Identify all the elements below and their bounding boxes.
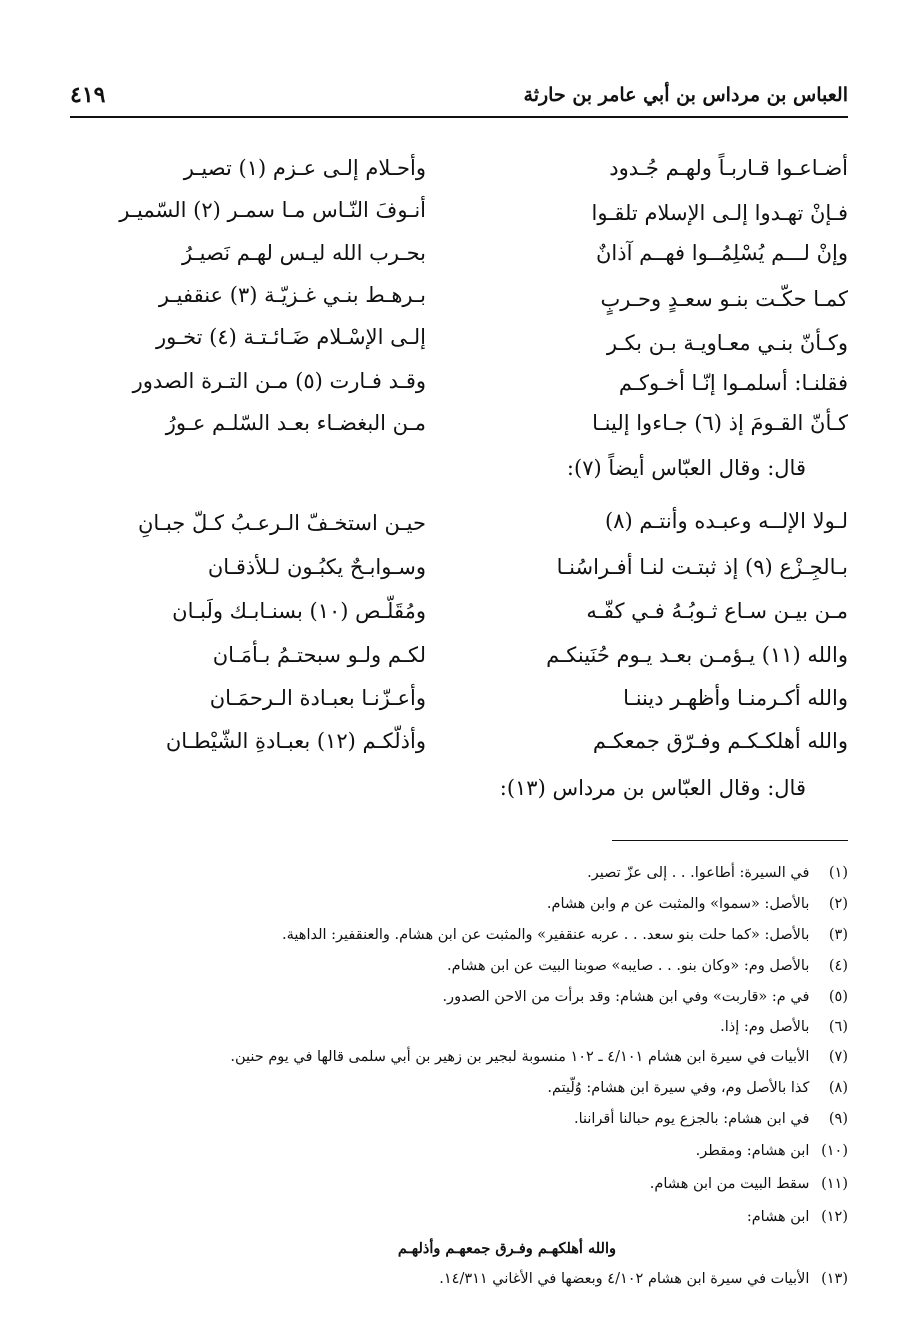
footnote — [282, 926, 848, 944]
footnote — [650, 1175, 848, 1193]
footnote — [547, 1079, 848, 1097]
footnote-text: الأبيات في سيرة ابن هشام ٤/١٠١ ـ ١٠٢ منسوبة لبجير بن زهير بن أبي سلمى قالها في يوم حنين. — [230, 1049, 810, 1065]
poem2-right-line: مـن بيـن سـاع ثـوبُـهُ فـي كفّـه — [586, 599, 848, 623]
poem1-right-line: فقلنـا: أسلمـوا إنّـا أخـوكـم — [618, 371, 848, 395]
poem1-left-line: وأحـلام إلـى عـزم (١) تصيـر — [183, 156, 426, 180]
poem2-left-line: وأذلّكـم (١٢) بعبـادةِ الشّيْطـان — [165, 729, 426, 753]
footnote — [447, 957, 848, 975]
poem2-left-line: ومُقَلّـص (١٠) بسنـابـك ولَبـان — [172, 599, 426, 623]
poem2-left-line: وأعـزّنـا بعبـادة الـرحمَـان — [209, 686, 426, 710]
poem1-right-line: كـأنّ القـومَ إذ (٦) جـاءوا إلينـا — [592, 411, 848, 435]
footnote-number: (١٣) — [821, 1271, 848, 1287]
footnote-number: (١) — [828, 865, 848, 881]
footnote-text: ابن هشام: — [746, 1209, 810, 1225]
footnote — [442, 988, 848, 1006]
footnote — [747, 1208, 848, 1226]
poem1-left-line: بـرهـط بنـي غـزيّـة (٣) عنقفيـر — [158, 283, 426, 307]
footnote — [547, 895, 848, 913]
header-title: العباس بن مرداس بن أبي عامر بن حارثة — [523, 84, 848, 106]
footnote-rule — [612, 840, 848, 841]
poem1-left-line: أنـوفَ النّـاس مـا سمـر (٢) السّميـر — [119, 198, 426, 222]
footnote — [230, 1048, 848, 1066]
footnote-text: الأبيات في سيرة ابن هشام ٤/١٠٢ وبعضها في الأغاني ١٤/٣١١. — [439, 1271, 810, 1287]
poem1-left-line: بحـرب الله ليـس لهـم نَصيـرُ — [181, 241, 426, 265]
footnote-number: (١٢) — [821, 1209, 848, 1225]
poem2-right-line: بـالجِـزْع (٩) إذ ثبتـت لنـا أفـراسُنـا — [556, 555, 848, 579]
footnote-number: (١٠) — [821, 1143, 848, 1159]
footnote-number: (٧) — [828, 1049, 848, 1065]
footnote-number: (٩) — [828, 1111, 848, 1127]
footnote-text: ابن هشام: ومقطر. — [695, 1143, 810, 1159]
footnote-number: (٣) — [828, 927, 848, 943]
footnote-text: في م: «قاربت» وفي ابن هشام: وقد برأت من الاحن الصدور. — [442, 989, 810, 1005]
footnote-text: بالأصل: «كما حلت بنو سعد. . . عربه عنقفير» والمثبت عن ابن هشام. والعنقفير: الداهية. — [282, 927, 810, 943]
running-header — [70, 80, 848, 116]
footnote-number: (١١) — [821, 1176, 848, 1192]
footnote-text: كذا بالأصل وم، وفي سيرة ابن هشام: وُلّيتم. — [547, 1080, 810, 1096]
footnote-text: سقط البيت من ابن هشام. — [649, 1176, 810, 1192]
footnote — [587, 864, 848, 882]
poem2-right-line: والله (١١) يـؤمـن بعـد يـوم حُنَينكـم — [546, 643, 848, 667]
poem1-right-line: كمـا حكّـت بنـو سعـدٍ وحـربٍ — [600, 287, 848, 311]
poem-intro: قال: وقال العبّاس بن مرداس (١٣): — [499, 776, 806, 800]
footnote-number: (٨) — [828, 1080, 848, 1096]
poem-intro: قال: وقال العبّاس أيضاً (٧): — [566, 456, 806, 480]
footnote-text: في ابن هشام: بالجزع يوم حبالنا أقراننا. — [573, 1111, 810, 1127]
poem1-left-line: إلـى الإسْـلام ضَـائـتـة (٤) تخـور — [155, 325, 426, 349]
footnote-number: (٥) — [828, 989, 848, 1005]
poem2-left-line: حيـن استخـفّ الـرعـبُ كـلّ جبـانِ — [138, 511, 426, 535]
poem1-right-line: فـإنْ تهـدوا إلـى الإسلام تلقـوا — [591, 201, 848, 225]
footnote-text: بالأصل وم: إذا. — [720, 1019, 810, 1035]
poem2-left-line: وسـوابـحٌ يكبُـون لـلأذقـان — [207, 555, 426, 579]
poem2-right-line: والله أهلكـكـم وفـرّق جمعكـم — [592, 729, 848, 753]
footnote — [696, 1142, 848, 1160]
poem1-left-line: وقـد فـارت (٥) مـن التـرة الصدور — [132, 369, 426, 393]
poem2-left-line: لكـم ولـو سبحتـمُ بـأمَـان — [212, 643, 426, 667]
footnote — [439, 1270, 848, 1288]
poem1-right-line: أضـاعـوا قـاربـاً ولهـم جُـدود — [609, 156, 848, 180]
footnote-number: (٦) — [828, 1019, 848, 1035]
footnote — [574, 1110, 848, 1128]
footnote-number: (٤) — [828, 958, 848, 974]
header-rule — [70, 116, 848, 118]
page-number: ٤١٩ — [70, 82, 106, 108]
poem1-right-line: وكـأنّ بنـي معـاويـة بـن بكـر — [606, 331, 848, 355]
poem1-left-line: مـن البغضـاء بعـد السّلـم عـورُ — [165, 411, 426, 435]
poem1-right-line: وإنْ لـــم يُسْلِمُــوا فهــم آذانٌ — [595, 241, 848, 265]
poem2-right-line: لـولا الإلــه وعبـده وأنتـم (٨) — [605, 509, 848, 533]
footnote-text: في السيرة: أطاعوا. . . إلى عزّ تصير. — [587, 865, 810, 881]
footnote-text: بالأصل وم: «وكان بنو. . . صايبه» صوبنا البيت عن ابن هشام. — [447, 958, 810, 974]
footnote-number: (٢) — [828, 896, 848, 912]
poem2-right-line: والله أكـرمنـا وأظهـر ديننـا — [623, 686, 848, 710]
footnote — [720, 1018, 848, 1036]
footnote-text: بالأصل: «سموا» والمثبت عن م وابن هشام. — [546, 896, 810, 912]
footnote-quoted-verse: والله أهلكهـم وفـرق جمعهـم وأذلهـم — [397, 1240, 616, 1257]
